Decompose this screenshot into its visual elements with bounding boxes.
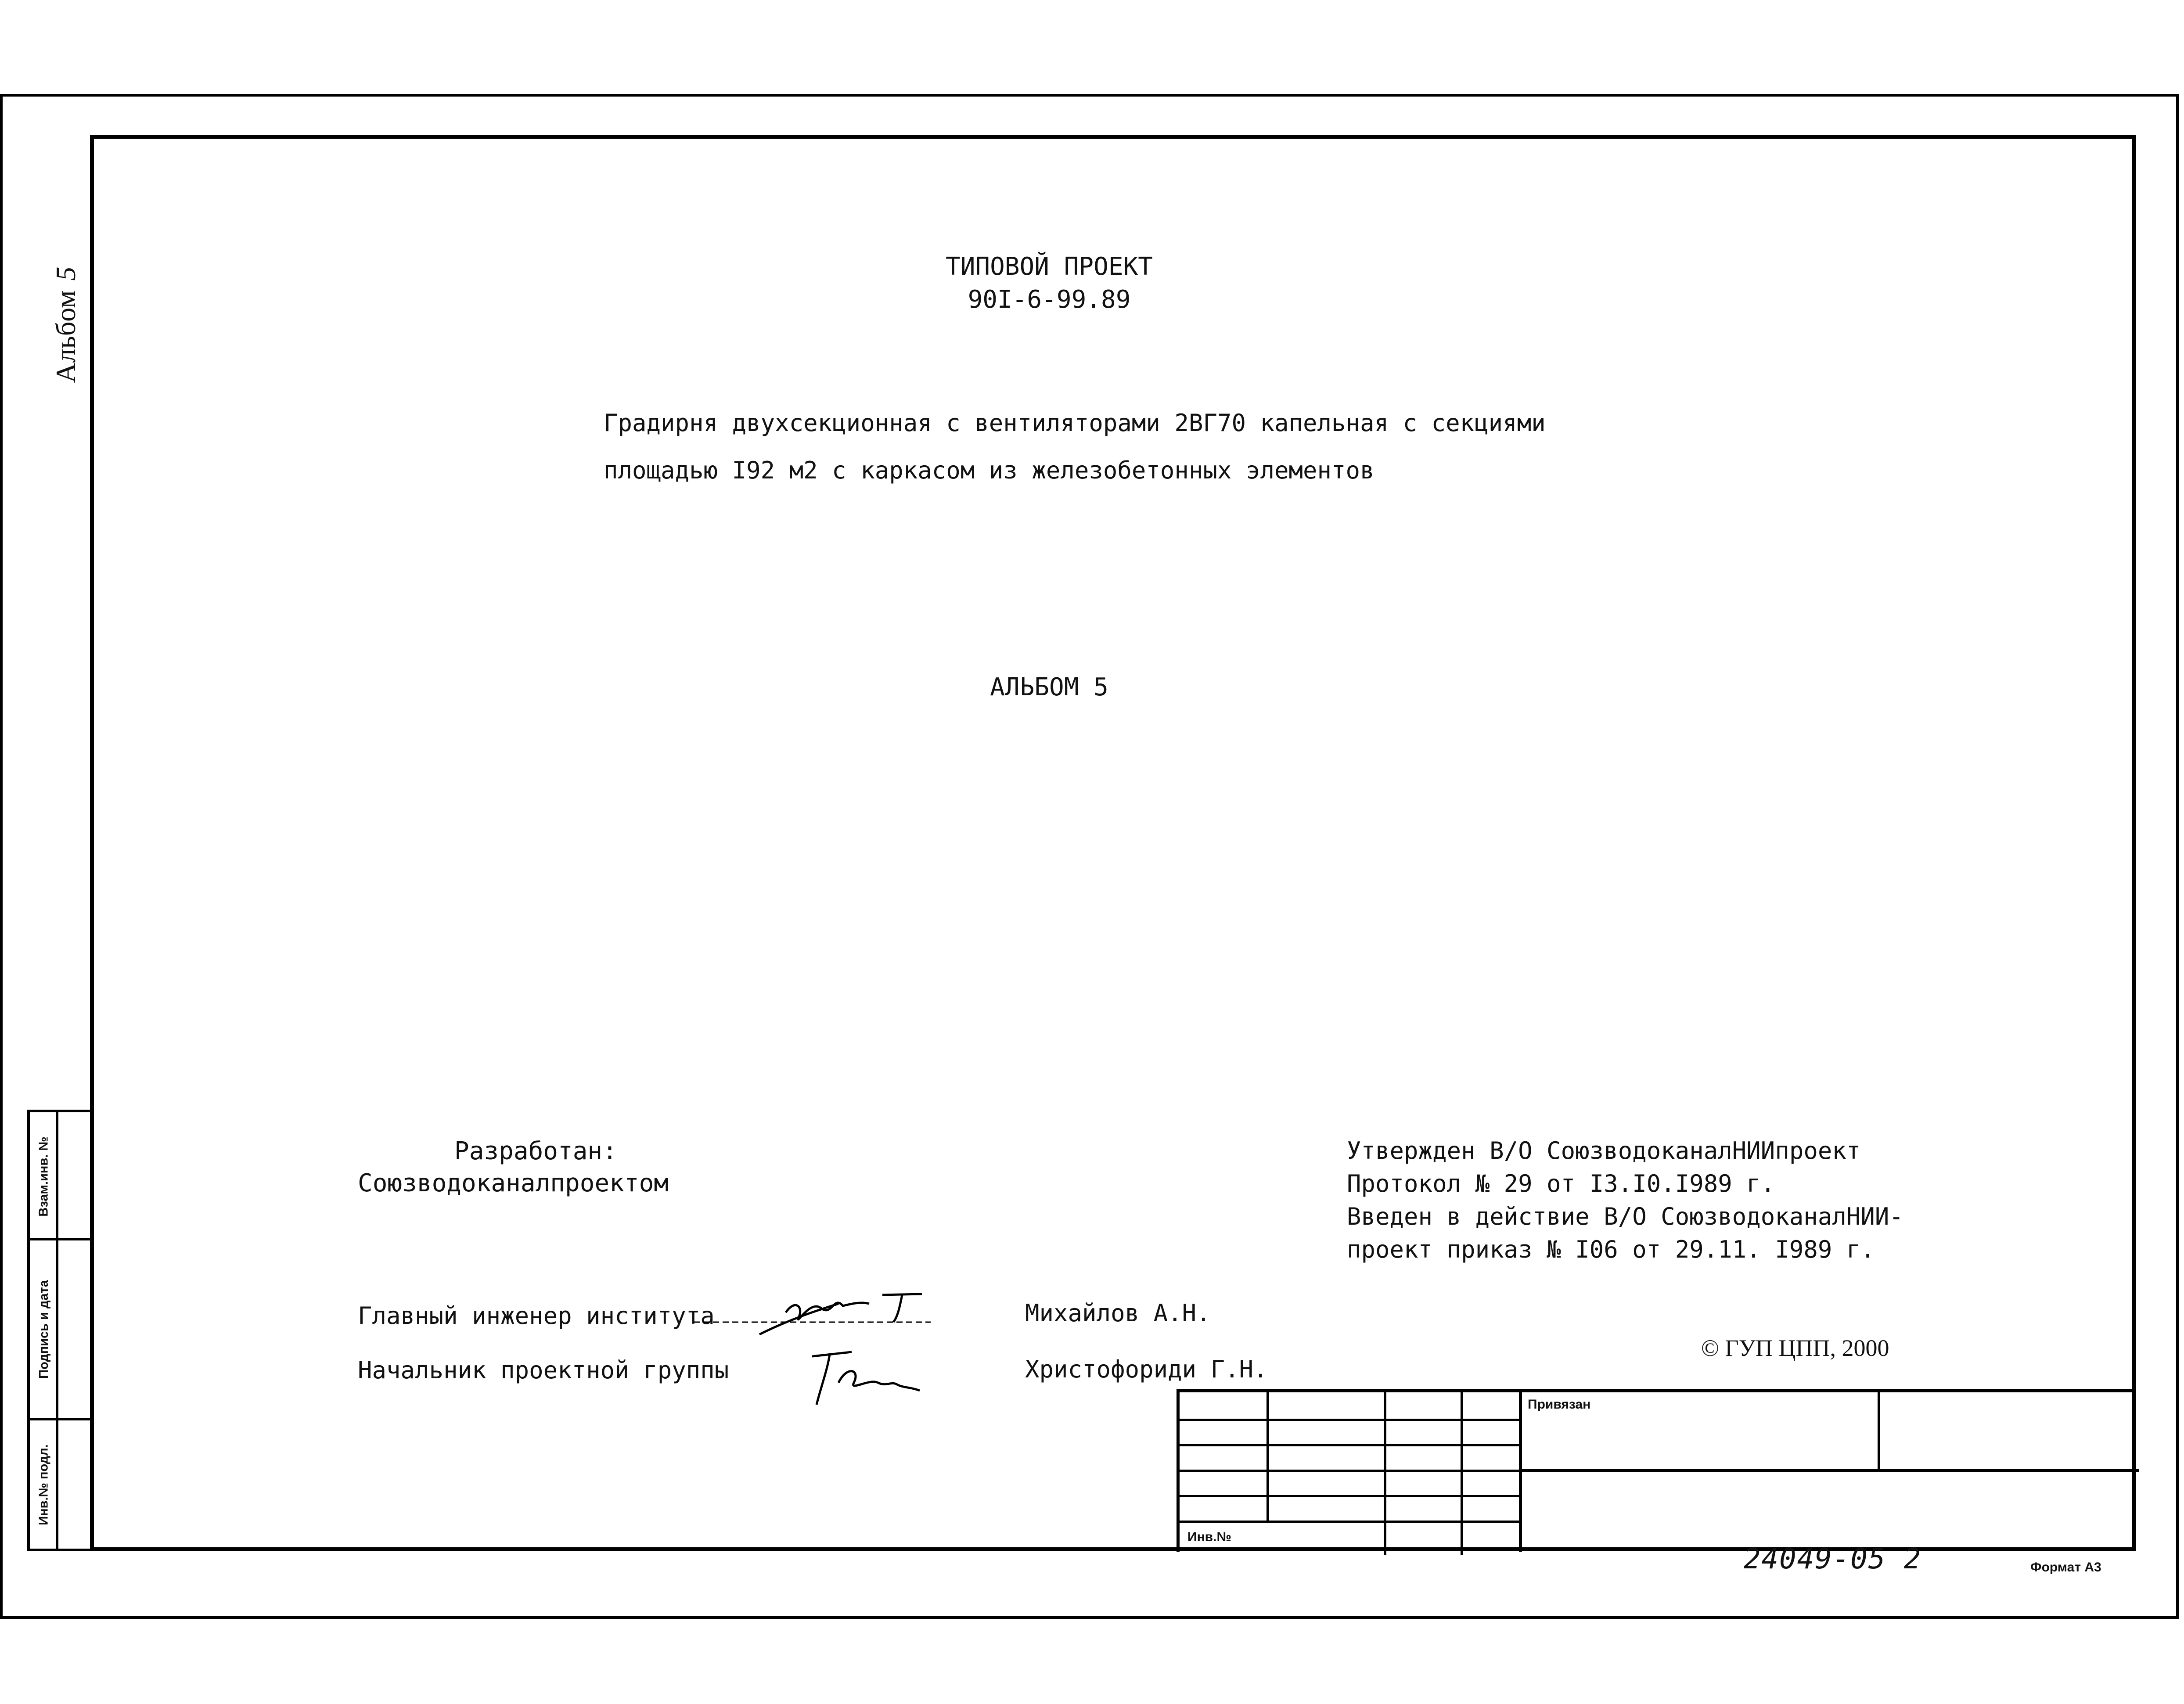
approval-line1: Утвержден В/О СоюзводоканалНИИпроект [1347, 1137, 1861, 1165]
stamp-grid-right [1519, 1389, 2136, 1552]
format-label: Формат А3 [2030, 1560, 2101, 1575]
approval-line2: Протокол № 29 от I3.I0.I989 г. [1347, 1170, 1775, 1197]
side-cell-replacement [30, 1112, 90, 1240]
side-label-signature: Подпись и дата [36, 1280, 51, 1379]
chief-engineer-name: Михайлов А.Н. [1025, 1299, 1211, 1327]
side-label-original: Инв.№ подл. [36, 1444, 51, 1525]
group-head-role: Начальник проектной группы [358, 1356, 729, 1384]
approval-line3: Введен в действие В/О СоюзводоканалНИИ- [1347, 1203, 1903, 1230]
side-stamp-strip [27, 1110, 90, 1551]
side-album-text: Альбом [50, 290, 81, 383]
group-head-name: Христофориди Г.Н. [1025, 1355, 1268, 1383]
stamp-inv-label: Инв.№ [1187, 1530, 1231, 1544]
developer-organization: Союзводоканалпроектом [358, 1169, 669, 1197]
chief-engineer-role: Главный инженер института [358, 1302, 715, 1330]
stamp-bound-label: Привязан [1528, 1397, 1591, 1412]
project-type-title: ТИПОВОЙ ПРОЕКТ [945, 252, 1153, 281]
project-number: 90I-6-99.89 [968, 285, 1131, 314]
side-album-number: 5 [50, 266, 81, 281]
stamp-grid-left [1177, 1389, 1519, 1552]
project-description-line1: Градирня двухсекционная с вентиляторами 2ВГ70 капельная с секциями [604, 409, 1546, 437]
title-stamp [1177, 1389, 2136, 1552]
approval-line4: проект приказ № I06 от 29.11. I989 г. [1347, 1236, 1875, 1263]
copyright: © ГУП ЦПП, 2000 [1701, 1335, 1889, 1361]
side-cell-signature [30, 1240, 90, 1420]
side-label-replacement: Взам.инв. № [36, 1136, 51, 1217]
album-title: АЛЬБОМ 5 [990, 673, 1108, 701]
side-cell-original [30, 1420, 90, 1551]
developer-label: Разработан: [454, 1137, 617, 1165]
project-description-line2: площадью I92 м2 с каркасом из железобетонных элементов [604, 457, 1374, 484]
document-number: 24049-05 2 [1744, 1543, 1922, 1575]
